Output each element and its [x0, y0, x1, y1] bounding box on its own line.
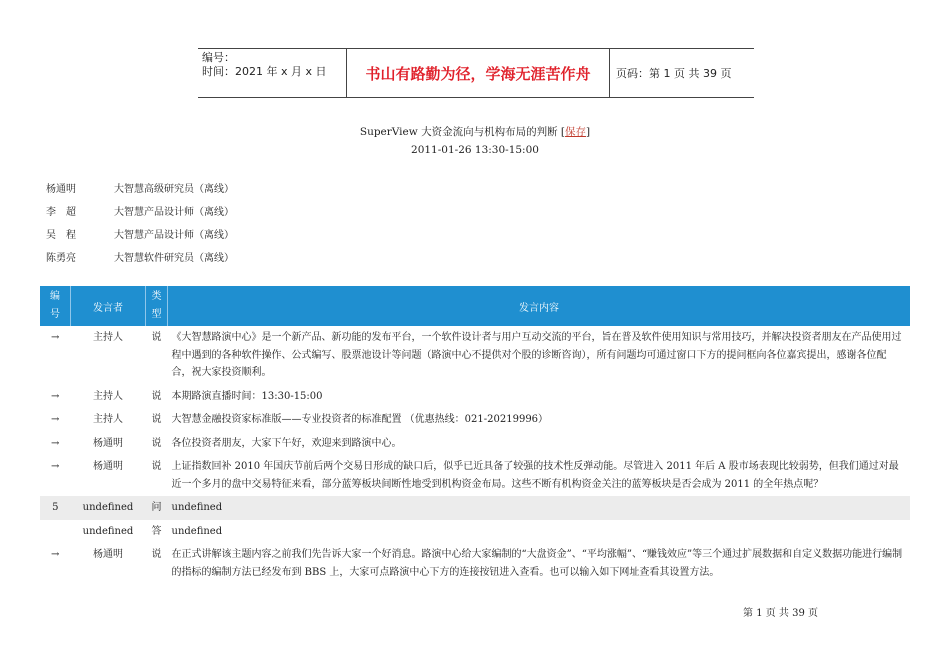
row-type: 说	[151, 549, 162, 560]
table-row	[40, 326, 910, 385]
row-number: →	[51, 390, 60, 402]
row-number: →	[51, 414, 60, 425]
row-type: 说	[151, 414, 162, 425]
participant-list	[46, 183, 234, 275]
row-speaker: 杨通明	[93, 549, 123, 560]
table-row	[40, 432, 910, 456]
participant-name: 李 超	[46, 207, 76, 218]
row-content: 上证指数回补 2010 年国庆节前后两个交易日形成的缺口后，似乎已近具备了较强的技术性反弹动能。尽管进入 2011 年后 A 股市场表现比较弱势，但我们通过对最近一个多月的盘中交易特征来看，部分蓝筹板块间断性地受到机构资金布局。这些不断有机构资金关注的蓝筹板块是否会成为 2011 的全年热点呢？	[171, 461, 899, 490]
participant-role: 大智慧产品设计师（离线）	[114, 207, 234, 218]
row-type: 说	[151, 461, 162, 472]
row-content: 《大智慧路演中心》是一个新产品、新功能的发布平台，一个软件设计者与用户互动交流的平台，旨在普及软件使用知识与常用技巧，并解决投资者朋友在产品使用过程中遇到的各种软件操作、公式编写、股票池设计等问题（路演中心不提供对个股的诊断咨询），所有问题均可通过窗口下方的提问框向各位嘉宾提出，感谢各位配合，祝大家投资顺利。	[171, 332, 902, 378]
row-speaker: 主持人	[93, 390, 123, 402]
number-label: 编号：	[202, 51, 235, 64]
table-row	[40, 385, 910, 409]
transcript-table	[40, 286, 910, 584]
row-number: →	[51, 332, 60, 343]
row-type: 说	[151, 332, 162, 343]
row-number: →	[51, 437, 60, 449]
header-content: 发言内容	[168, 286, 911, 326]
row-number: 5	[40, 496, 71, 520]
row-type: 说	[151, 437, 162, 449]
session-title	[0, 123, 950, 159]
session-datetime: 2011-01-26 13:30-15:00	[411, 144, 539, 156]
row-content: 在正式讲解该主题内容之前我们先告诉大家一个好消息。路演中心给大家编制的“大盘资金”、“平均涨幅”、“赚钱效应”等三个通过扩展数据和自定义数据功能进行编制的指标的编制方法已经发布到 BBS 上，大家可点路演中心下方的连接按钮进入查看。也可以输入如下网址查看其设置方法。	[171, 549, 903, 578]
table-row	[40, 543, 910, 584]
row-number: →	[51, 461, 60, 472]
header-type: 类型	[146, 286, 168, 326]
participant	[46, 229, 234, 252]
participant	[46, 252, 234, 275]
row-speaker: 杨通明	[93, 461, 123, 472]
row-speaker: 主持人	[93, 332, 123, 343]
header-num: 编号	[40, 286, 71, 326]
header-motto: 书山有路勤为径，学海无涯苦作舟	[347, 49, 610, 97]
row-type: 说	[151, 390, 162, 402]
header-meta	[198, 49, 347, 97]
time-label: 时间：2021 年 x 月 x 日	[202, 65, 327, 78]
participant	[46, 183, 234, 206]
row-speaker: undefined	[71, 496, 146, 520]
row-content: 大智慧金融投资家标准版——专业投资者的标准配置 （优惠热线：021-20219996）	[171, 414, 549, 425]
title-close: ]	[586, 126, 591, 138]
row-content: 本期路演直播时间：13:30-15:00	[171, 390, 323, 402]
row-speaker: undefined	[82, 525, 134, 537]
row-type: 答	[151, 525, 162, 537]
header-page-label: 页码：第 1 页 共 39 页	[616, 67, 732, 80]
row-number: →	[51, 549, 60, 560]
table-row	[40, 520, 910, 544]
page-footer: 第 1 页 共 39 页	[743, 608, 818, 619]
title-text: SuperView 大资金流向与机构布局的判断 [	[359, 126, 566, 138]
row-content: undefined	[168, 496, 911, 520]
table-row	[40, 408, 910, 432]
save-link[interactable]: 保存	[565, 126, 587, 138]
participant-role: 大智慧高级研究员（离线）	[114, 184, 234, 195]
participant-name: 吴 程	[46, 230, 76, 241]
participant-name: 杨通明	[46, 184, 76, 195]
participant-role: 大智慧产品设计师（离线）	[114, 230, 234, 241]
participant-role: 大智慧软件研究员（离线）	[114, 253, 234, 264]
document-header	[198, 48, 754, 98]
row-speaker: 杨通明	[93, 437, 123, 449]
row-content: undefined	[171, 525, 223, 537]
row-number	[40, 520, 71, 544]
participant	[46, 206, 234, 229]
row-speaker: 主持人	[93, 414, 123, 425]
table-row	[40, 496, 910, 520]
table-header-row	[40, 286, 910, 326]
participant-name: 陈勇亮	[46, 253, 76, 264]
row-content: 各位投资者朋友，大家下午好，欢迎来到路演中心。	[171, 437, 402, 449]
header-speaker: 发言者	[71, 286, 146, 326]
row-type: 问	[146, 496, 168, 520]
table-row	[40, 455, 910, 496]
